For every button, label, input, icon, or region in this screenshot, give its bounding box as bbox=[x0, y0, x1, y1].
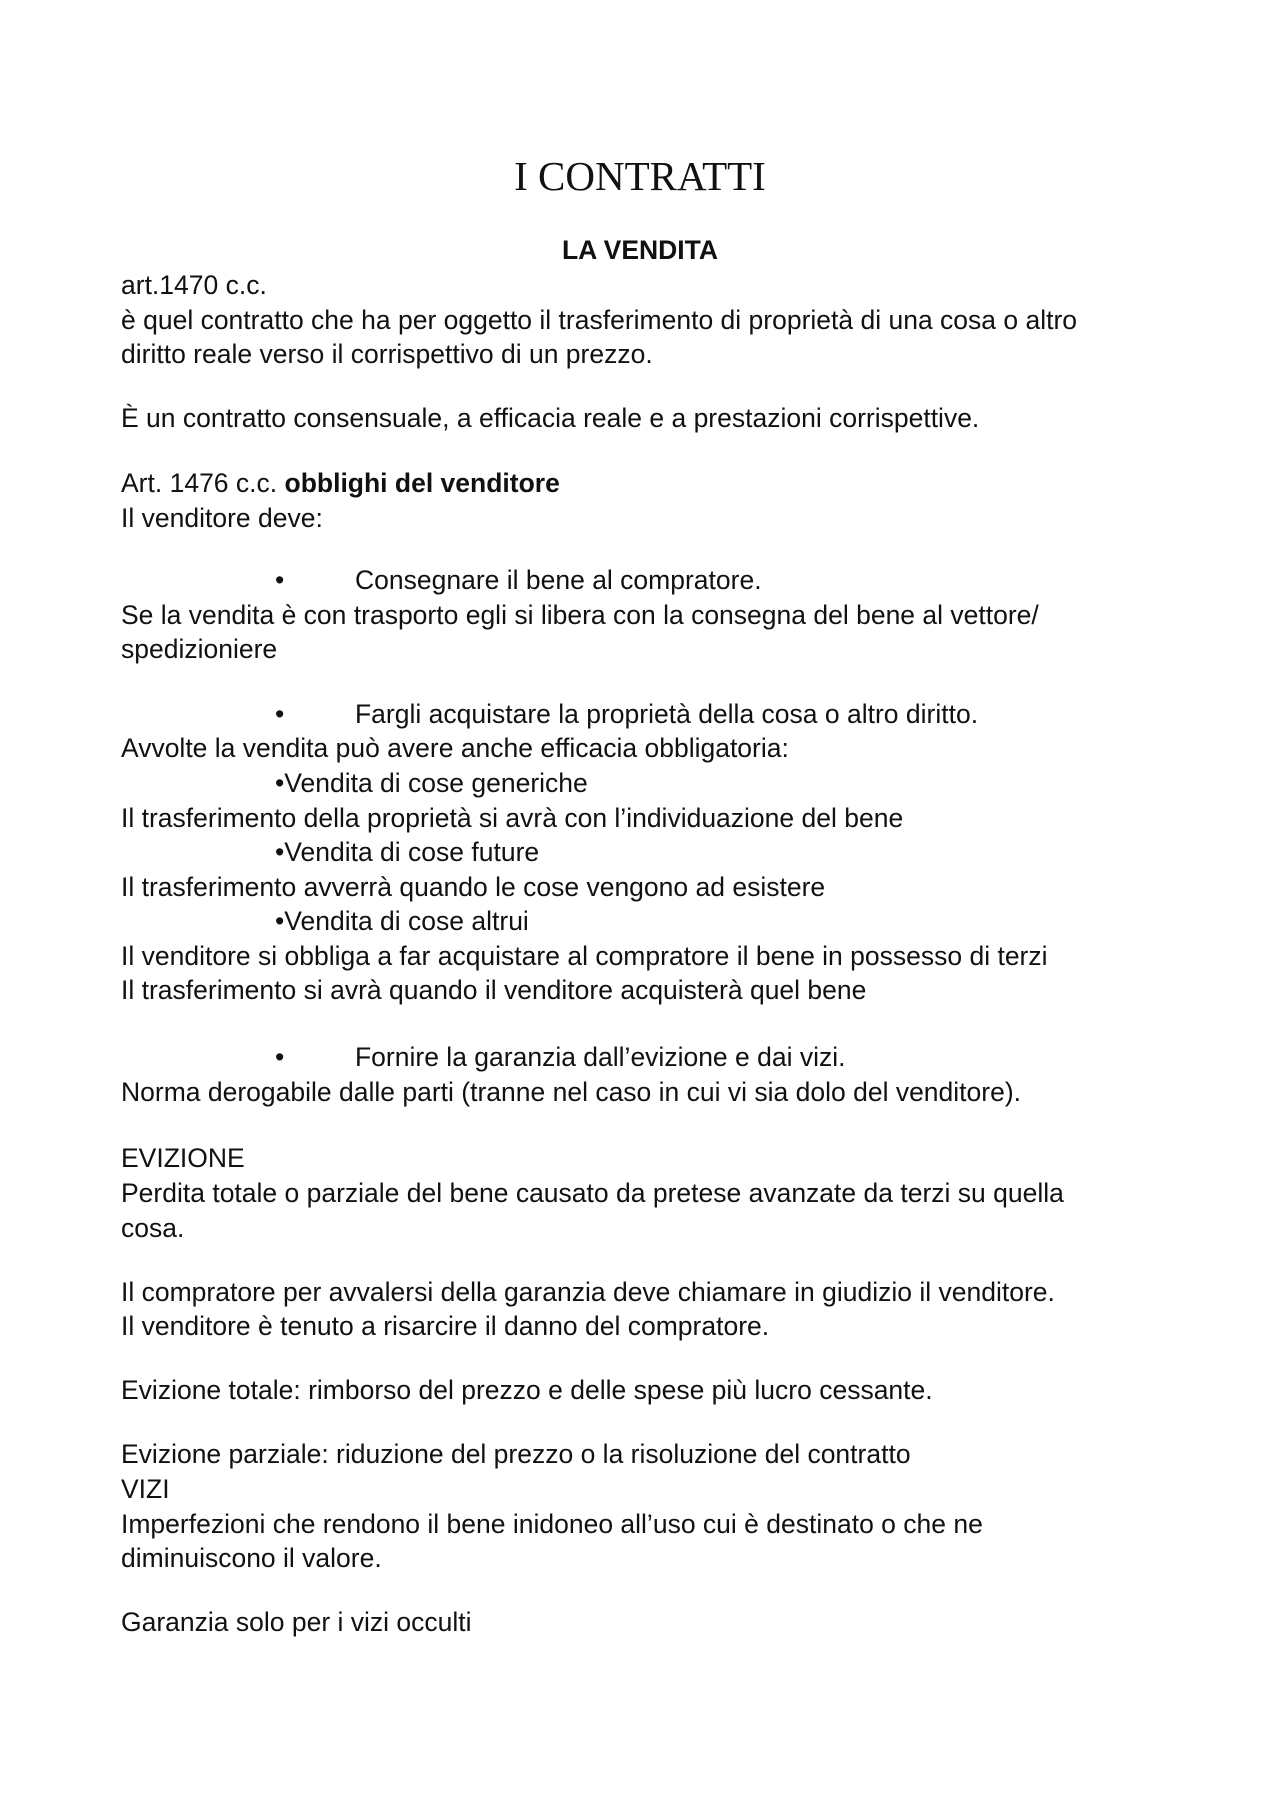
bullet-icon: • bbox=[275, 699, 285, 729]
obligation-item: Fargli acquistare la proprietà della cosa o altro diritto. bbox=[355, 699, 979, 729]
eviction-heading: EVIZIONE bbox=[121, 1143, 245, 1173]
article-reference: Art. 1476 c.c. bbox=[121, 468, 278, 498]
eviction-partial: Evizione parziale: riduzione del prezzo o la risoluzione del contratto bbox=[121, 1439, 911, 1469]
sale-description: Il trasferimento della proprietà si avrà con l’individuazione del bene bbox=[121, 803, 904, 833]
eviction-definition: cosa. bbox=[121, 1213, 185, 1243]
defects-heading: VIZI bbox=[121, 1474, 170, 1504]
sale-type: •Vendita di cose altrui bbox=[275, 906, 529, 936]
obligation-item: Consegnare il bene al compratore. bbox=[355, 565, 762, 595]
bullet-icon: • bbox=[275, 1042, 285, 1072]
section-heading: LA VENDITA bbox=[561, 235, 719, 265]
derogable-note: Norma derogabile dalle parti (tranne nel caso in cui vi sia dolo del venditore). bbox=[121, 1077, 1022, 1107]
defects-definition: diminuiscono il valore. bbox=[121, 1543, 382, 1573]
definition-line: diritto reale verso il corrispettivo di un prezzo. bbox=[121, 339, 653, 369]
obligatory-effect-note: Avvolte la vendita può avere anche efficacia obbligatoria: bbox=[121, 733, 789, 763]
obligations-title: obblighi del venditore bbox=[284, 468, 560, 498]
sale-type: •Vendita di cose future bbox=[275, 837, 540, 867]
sale-description: Il venditore si obbliga a far acquistare al compratore il bene in possesso di terzi bbox=[121, 941, 1048, 971]
eviction-seller-note: Il venditore è tenuto a risarcire il danno del compratore. bbox=[121, 1311, 770, 1341]
eviction-total: Evizione totale: rimborso del prezzo e delle spese più lucro cessante. bbox=[121, 1375, 933, 1405]
contract-nature: È un contratto consensuale, a efficacia reale e a prestazioni corrispettive. bbox=[121, 403, 980, 433]
eviction-definition: Perdita totale o parziale del bene causato da pretese avanzate da terzi su quella bbox=[121, 1178, 1064, 1208]
eviction-buyer-note: Il compratore per avvalersi della garanzia deve chiamare in giudizio il venditore. bbox=[121, 1277, 1055, 1307]
sale-description: Il trasferimento si avrà quando il venditore acquisterà quel bene bbox=[121, 975, 867, 1005]
bullet-icon: • bbox=[275, 565, 285, 595]
page-title: I CONTRATTI bbox=[514, 153, 766, 199]
defects-guarantee: Garanzia solo per i vizi occulti bbox=[121, 1607, 472, 1637]
transport-note: Se la vendita è con trasporto egli si libera con la consegna del bene al vettore/ bbox=[121, 600, 1039, 630]
definition-line: è quel contratto che ha per oggetto il trasferimento di proprietà di una cosa o altro bbox=[121, 305, 1078, 335]
seller-must-label: Il venditore deve: bbox=[121, 503, 323, 533]
article-reference: art.1470 c.c. bbox=[121, 270, 267, 300]
sale-type: •Vendita di cose generiche bbox=[275, 768, 588, 798]
transport-note: spedizioniere bbox=[121, 634, 278, 664]
obligation-item: Fornire la garanzia dall’evizione e dai vizi. bbox=[355, 1042, 846, 1072]
article-1476-heading bbox=[121, 466, 560, 500]
sale-description: Il trasferimento avverrà quando le cose vengono ad esistere bbox=[121, 872, 826, 902]
defects-definition: Imperfezioni che rendono il bene inidoneo all’uso cui è destinato o che ne bbox=[121, 1509, 983, 1539]
